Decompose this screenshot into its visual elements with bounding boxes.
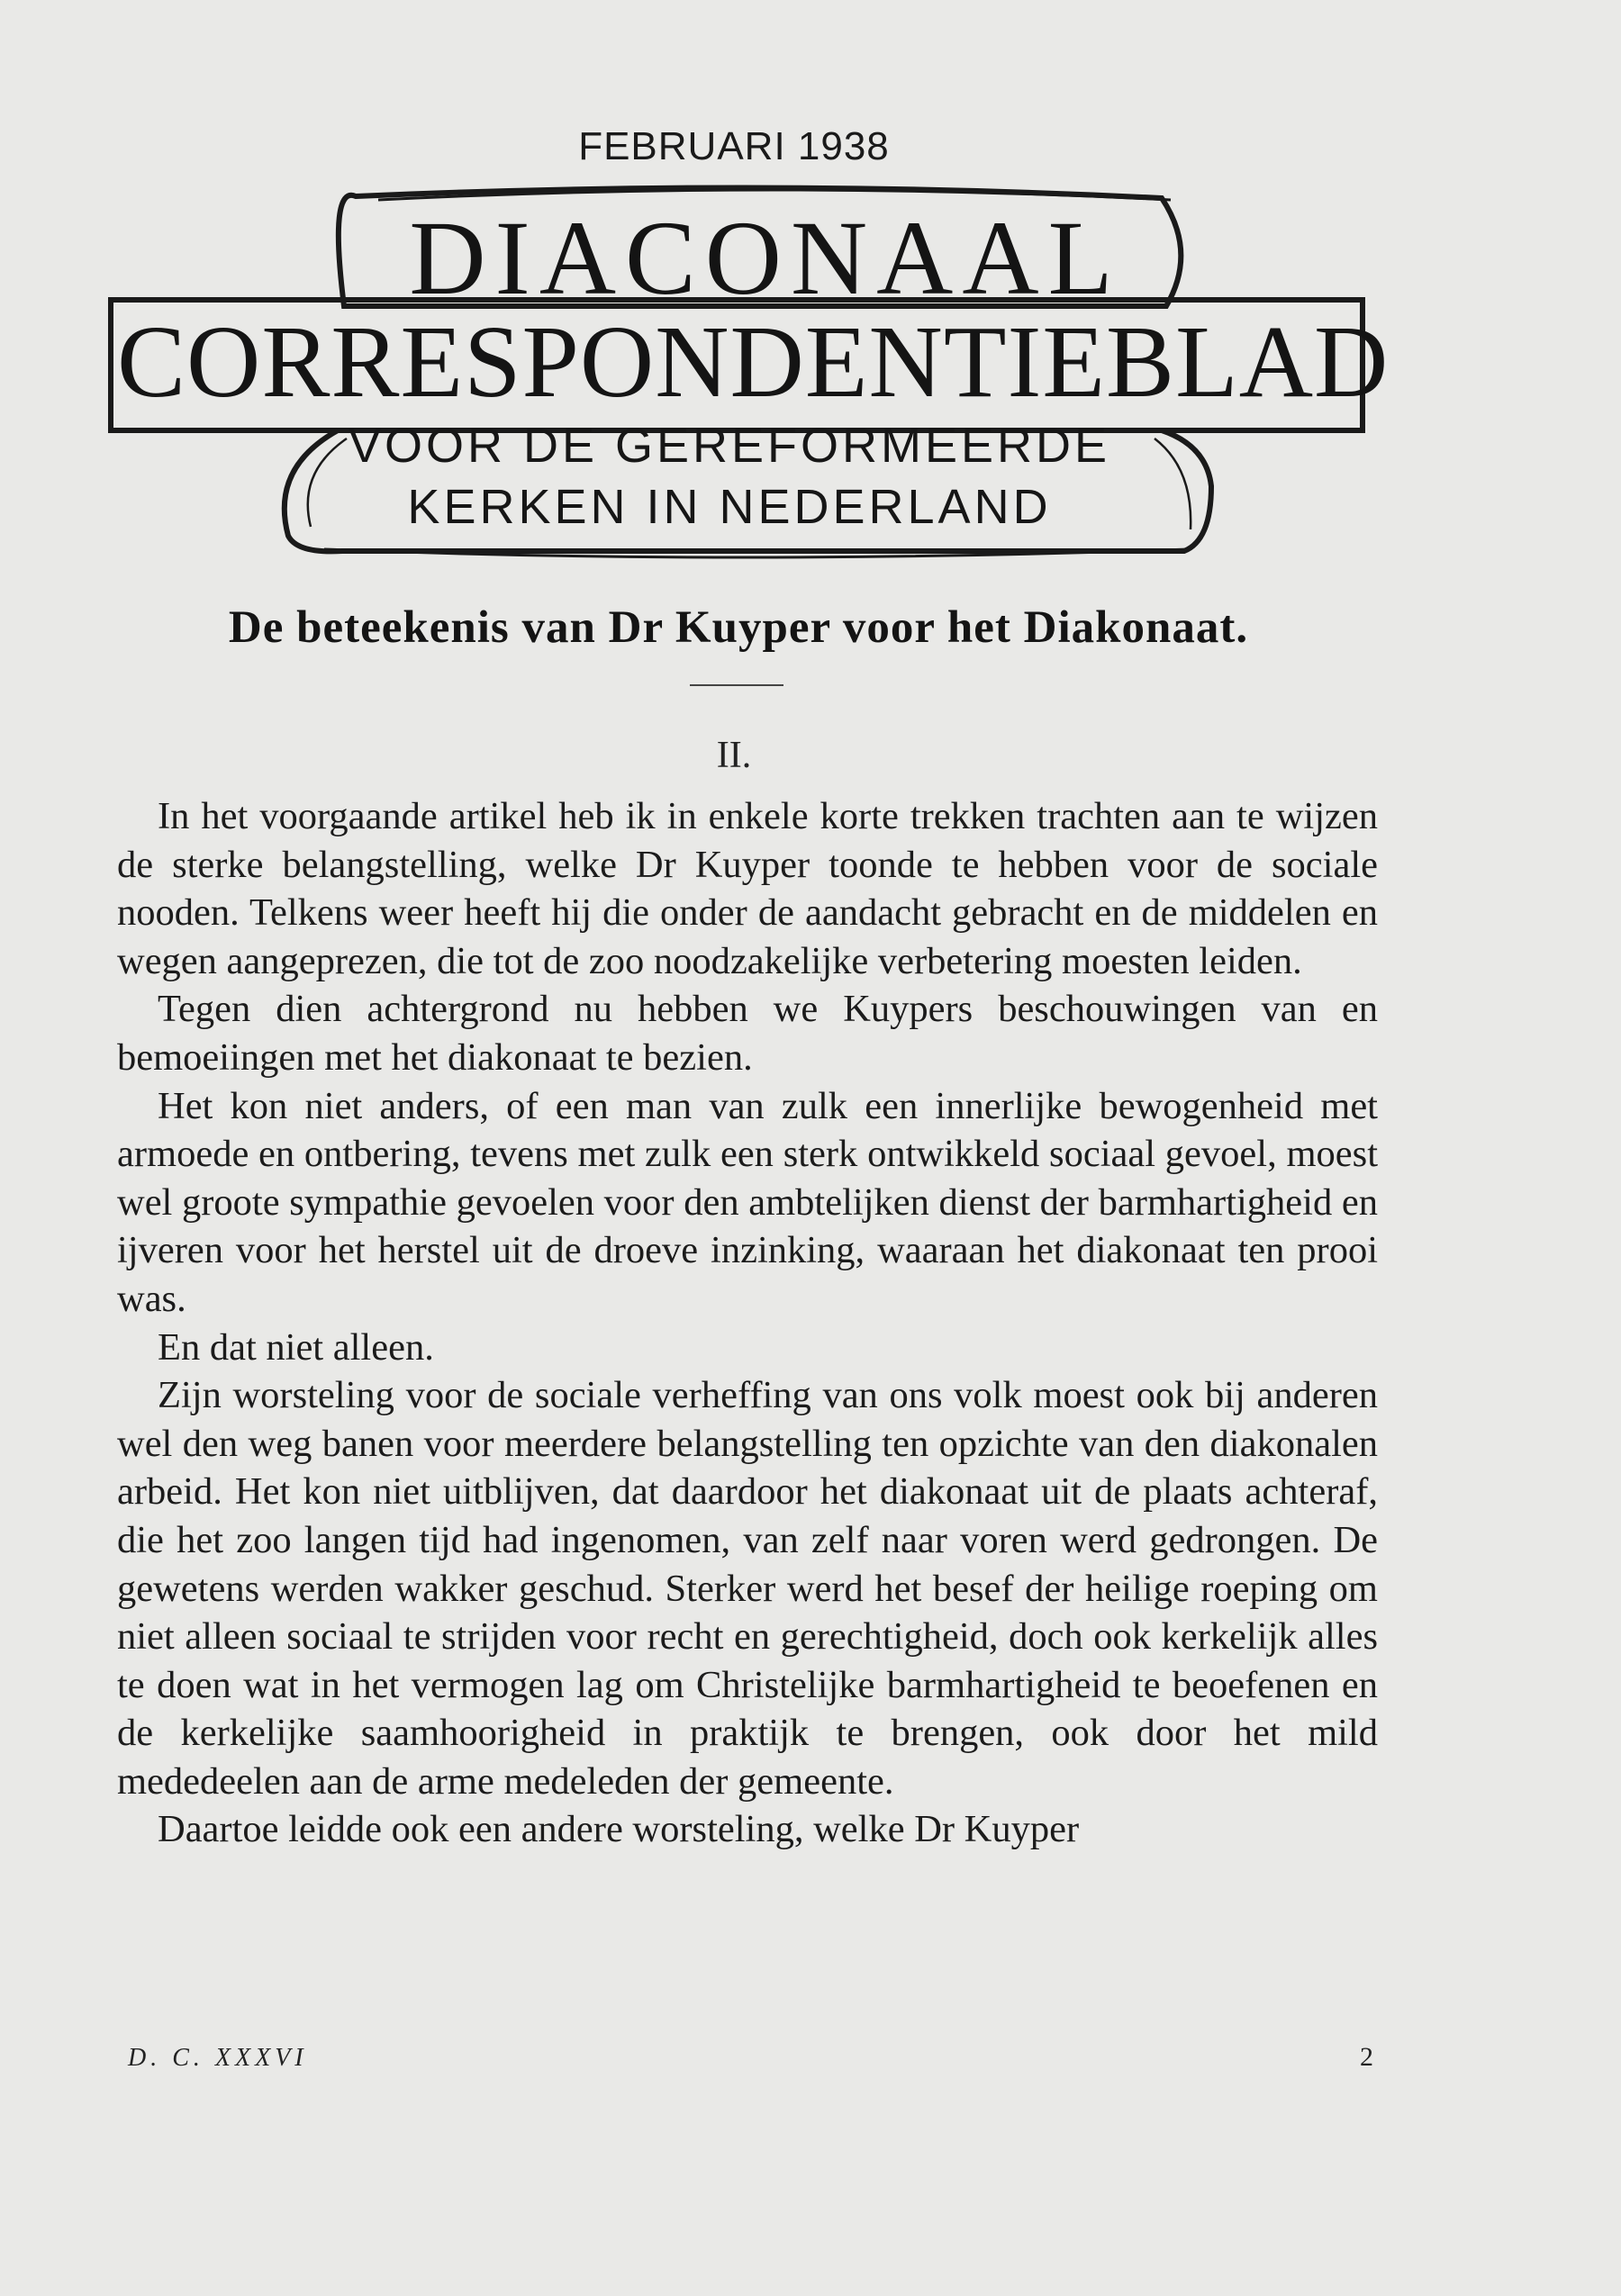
- section-number: II.: [716, 735, 752, 776]
- journal-title-line1: DIACONAAL: [409, 199, 1122, 317]
- paragraph: Tegen dien achtergrond nu hebben we Kuypers beschouwingen van en bemoeiingen met het diakonaat te bezien.: [117, 988, 1378, 1079]
- article-body: [117, 792, 1378, 1854]
- paragraph: En dat niet alleen.: [158, 1325, 434, 1369]
- masthead: [0, 0, 1621, 585]
- journal-title-line2: CORRESPONDENTIEBLAD: [117, 304, 1390, 419]
- journal-subtitle-line2: KERKEN IN NEDERLAND: [407, 480, 1052, 534]
- article-title: De beteekenis van Dr Kuyper voor het Diakonaat.: [228, 602, 1249, 653]
- title-divider: [690, 684, 783, 686]
- paragraph: Het kon niet anders, of een man van zulk een innerlijke bewogenheid met armoede en ontbering, tevens met zulk een sterk ontwikkeld sociaal gevoel, moest wel groote sympathie gevoelen voor den ambtelijken dienst der barmhartigheid en ijveren voor het herstel uit de droeve inzinking, waaraan het diakonaat ten prooi was.: [117, 1084, 1378, 1320]
- page-number: 2: [1360, 2042, 1373, 2072]
- paragraph: Zijn worsteling voor de sociale verheffing van ons volk moest ook bij anderen wel den weg banen voor meerdere belangstelling ten opzichte van den diakonalen arbeid. Het kon niet uitblijven, dat daardoor het diakonaat uit de plaats achteraf, die het zoo langen tijd had ingenomen, van zelf naar voren werd gedrongen. De gewetens werden wakker geschud. Sterker werd het besef der heilige roeping om niet alleen sociaal te strijden voor recht en gerechtigheid, doch ook kerkelijk alles te doen wat in het vermogen lag om Christelijke barmhartigheid te beoefenen en de kerkelijke saamhoorigheid in praktijk te brengen, ook door het mild mededeelen aan de arme medeleden der gemeente.: [117, 1374, 1378, 1803]
- journal-subtitle-line1: VOOR DE GEREFORMEERDE: [348, 419, 1111, 473]
- issue-date: FEBRUARI 1938: [578, 124, 890, 168]
- signature-mark: D. C. XXXVI: [128, 2044, 308, 2072]
- paragraph: Daartoe leidde ook een andere worsteling, welke Dr Kuyper: [158, 1808, 1080, 1851]
- paragraph: In het voorgaande artikel heb ik in enkele korte trekken trachten aan te wijzen de sterke belangstelling, welke Dr Kuyper toonde te hebben voor de sociale nooden. Telkens weer heeft hij die onder de aandacht gebracht en de middelen en wegen aangeprezen, die tot de zoo noodzakelijke verbetering moesten leiden.: [117, 795, 1378, 982]
